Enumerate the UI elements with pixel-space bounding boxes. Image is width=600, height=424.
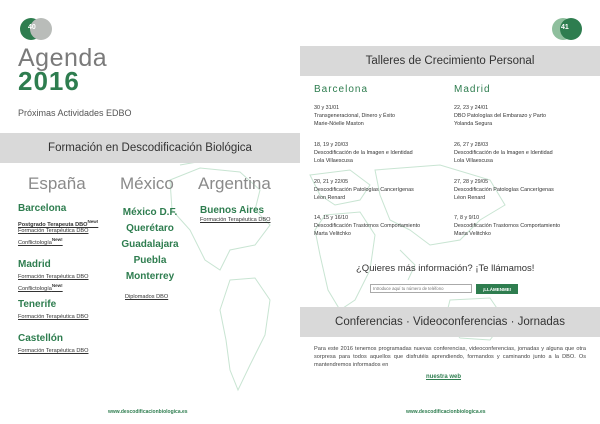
- event-title: DBO Patologías del Embarazo y Parto: [454, 113, 546, 119]
- event-speaker: Marie-Nöelle Maston: [314, 121, 364, 127]
- event-date: 27, 28 y 29/05: [454, 179, 489, 185]
- madrid-heading: Madrid: [454, 84, 491, 95]
- event-item: [314, 214, 454, 238]
- mexico-city-1: México D.F.: [122, 207, 178, 218]
- event-speaker: Marta Velitchko: [314, 231, 351, 237]
- talleres-section-header: [300, 46, 600, 76]
- agenda-title: Agenda: [18, 44, 108, 72]
- event-speaker: Yolanda Segura: [454, 121, 493, 127]
- event-title: Descodificación de la Imagen e Identidad: [314, 150, 413, 156]
- link-formacion-buenos-aires[interactable]: Formación Terapéutica DBO: [200, 217, 271, 223]
- footer-website: www.descodificacionbiologica.es: [406, 409, 486, 415]
- country-spain: España: [28, 174, 86, 193]
- formacion-section-header: [0, 133, 300, 163]
- event-speaker: Léon Renard: [454, 195, 486, 201]
- agenda-year: 2016: [18, 66, 80, 96]
- event-title: Transgeneracional, Dinero y Éxito: [314, 113, 395, 119]
- event-speaker: Lola Villaescusa: [314, 158, 353, 164]
- event-title: Descodificación Patologías Cancerígenas: [454, 187, 554, 193]
- event-title: Descodificación Trastornos Comportamiento: [454, 223, 561, 229]
- footer-website: www.descodificacionbiologica.es: [108, 409, 188, 415]
- city-barcelona: Barcelona: [18, 203, 67, 214]
- link-formacion-madrid[interactable]: Formación Terapéutica DBO: [18, 274, 89, 280]
- event-date: 18, 19 y 20/03: [314, 142, 349, 148]
- call-me-button[interactable]: ¡LLÁMENME!: [476, 284, 518, 294]
- event-item: [314, 178, 454, 202]
- link-conflictologia-madrid[interactable]: Conflictología$^{New!}$: [18, 283, 63, 292]
- event-item: [454, 104, 594, 128]
- mexico-city-4: Puebla: [133, 255, 167, 266]
- page-number-badge: [20, 18, 50, 40]
- section-title: Talleres de Crecimiento Personal: [365, 55, 535, 67]
- agenda-subtitle: Próximas Actividades EDBO: [18, 108, 132, 118]
- new-badge: New!: [51, 283, 63, 288]
- link-postgrado-barcelona[interactable]: Postgrado Terapeuta $DBO^{New!}$: [18, 219, 99, 228]
- conferencias-paragraph: Para este 2016 tenemos programadas nuevas conferencias, videoconferencias, jornadas y alguna que otra sorpresa para todos aquellos que disfrutéis aprendiendo, formandos y caminando junto a la DBO. Os mantendremos informados en: [314, 346, 586, 369]
- event-date: 22, 23 y 24/01: [454, 105, 489, 111]
- event-speaker: Marta Velitchko: [454, 231, 491, 237]
- mexico-city-5: Monterrey: [125, 271, 175, 282]
- country-mexico: México: [120, 174, 174, 193]
- section-title: Conferencias · Videoconferencias · Jornadas: [335, 316, 565, 328]
- event-item: [454, 141, 594, 165]
- city-madrid: Madrid: [18, 259, 51, 270]
- page-number-badge: [552, 18, 582, 40]
- event-date: 14, 15 y 16/10: [314, 215, 349, 221]
- city-tenerife: Tenerife: [18, 299, 57, 310]
- link-diplomados-mexico[interactable]: Diplomados DBO: [125, 294, 169, 300]
- mexico-city-2: Querétaro: [126, 223, 174, 234]
- country-argentina: Argentina: [198, 174, 271, 193]
- city-buenos-aires: Buenos Aires: [200, 205, 265, 216]
- new-badge: New!: [51, 237, 63, 242]
- right-page: [300, 0, 600, 424]
- page-number: 40: [28, 24, 36, 31]
- mexico-city-3: Guadalajara: [121, 239, 179, 250]
- event-item: [454, 214, 594, 238]
- section-title: Formación en Descodificación Biológica: [48, 142, 252, 154]
- event-date: 30 y 31/01: [314, 105, 340, 111]
- barcelona-heading: Barcelona: [314, 84, 369, 95]
- event-item: [454, 178, 594, 202]
- event-speaker: Lola Villaescusa: [454, 158, 493, 164]
- event-item: [314, 104, 454, 128]
- event-item: [314, 141, 454, 165]
- phone-input[interactable]: [370, 284, 472, 293]
- event-title: Descodificación Patologías Cancerígenas: [314, 187, 414, 193]
- info-question: ¿Quieres más información? ¡Te llámamos!: [356, 263, 535, 274]
- our-website-link[interactable]: nuestra web: [426, 374, 462, 380]
- city-castellon: Castellón: [18, 333, 64, 344]
- page-number: 41: [561, 24, 569, 31]
- link-formacion-barcelona[interactable]: Formación Terapéutica DBO: [18, 228, 89, 234]
- event-date: 20, 21 y 22/05: [314, 179, 349, 185]
- event-title: Descodificación de la Imagen e Identidad: [454, 150, 553, 156]
- link-conflictologia-barcelona[interactable]: Conflictología$^{New!}$: [18, 237, 63, 246]
- event-date: 7, 8 y 9/10: [454, 215, 480, 221]
- event-title: Descodificación Trastornos Comportamiento: [314, 223, 421, 229]
- new-badge: New!: [87, 219, 99, 224]
- event-date: 26, 27 y 28/03: [454, 142, 489, 148]
- event-speaker: Léon Renard: [314, 195, 346, 201]
- link-formacion-tenerife[interactable]: Formación Terapéutica DBO: [18, 314, 89, 320]
- link-formacion-castellon[interactable]: Formación Terapéutica DBO: [18, 348, 89, 354]
- conferencias-section-header: [300, 307, 600, 337]
